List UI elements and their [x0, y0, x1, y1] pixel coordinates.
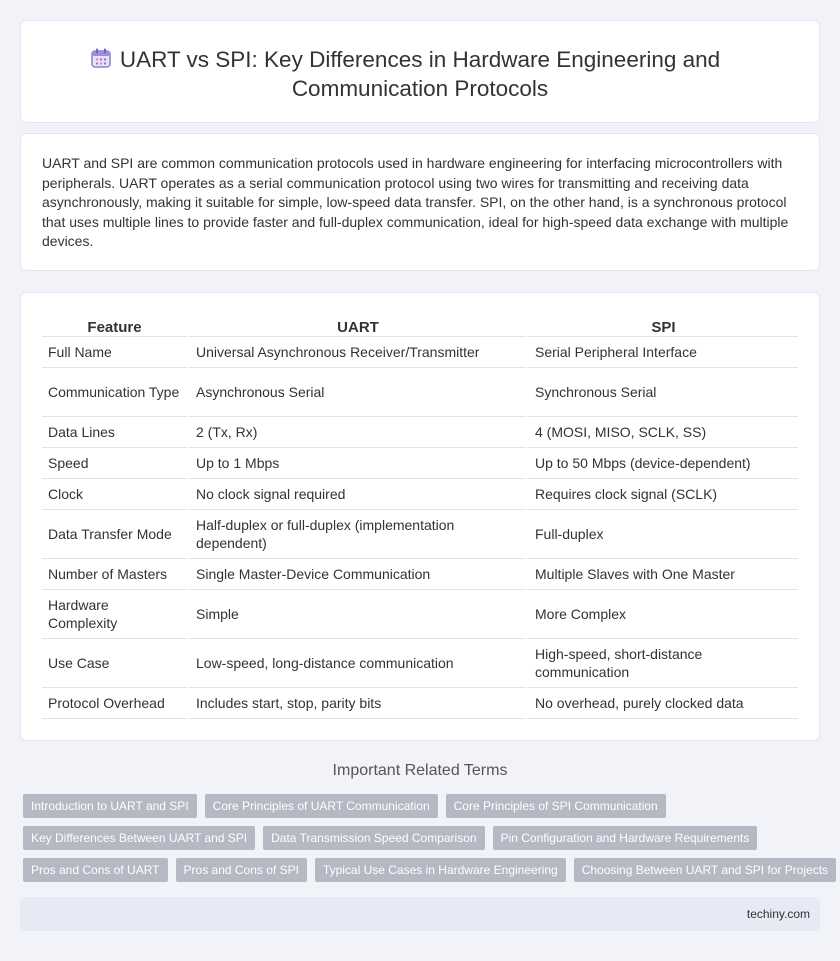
feature-cell: Clock: [42, 479, 187, 510]
footer-site-link[interactable]: techiny.com: [746, 907, 810, 921]
uart-cell: Universal Asynchronous Receiver/Transmitter: [187, 337, 526, 368]
related-term-tag[interactable]: Core Principles of SPI Communication: [446, 794, 666, 818]
feature-cell: Use Case: [42, 639, 187, 688]
table-row: [42, 559, 798, 590]
spi-cell: Full-duplex: [526, 510, 798, 559]
footer: [20, 897, 820, 931]
feature-cell: Number of Masters: [42, 559, 187, 590]
header-feature: Feature: [42, 314, 187, 337]
header-spi: SPI: [526, 314, 798, 337]
feature-cell: Data Transfer Mode: [42, 510, 187, 559]
intro-paragraph: UART and SPI are common communication protocols used in hardware engineering for interfacing microcontrollers with peripherals. UART operates as a serial communication protocol using two wires for transmitting and receiving data asynchronously, making it suitable for simple, low-speed data transfer. SPI, on the other hand, is a synchronous protocol that uses multiple lines to provide faster and full-duplex communication, ideal for high-speed data exchange with multiple devices.: [42, 155, 789, 250]
related-term-tag[interactable]: Pin Configuration and Hardware Requirements: [493, 826, 758, 850]
tag-row: [23, 794, 823, 818]
uart-cell: Asynchronous Serial: [187, 368, 526, 417]
uart-cell: Half-duplex or full-duplex (implementation dependent): [187, 510, 526, 559]
uart-cell: Simple: [187, 590, 526, 639]
spi-cell: 4 (MOSI, MISO, SCLK, SS): [526, 417, 798, 448]
spi-cell: Requires clock signal (SCLK): [526, 479, 798, 510]
table-row: [42, 337, 798, 368]
comparison-card: [20, 292, 820, 741]
related-term-tag[interactable]: Pros and Cons of SPI: [176, 858, 307, 882]
spi-cell: Serial Peripheral Interface: [526, 337, 798, 368]
table-row: [42, 688, 798, 719]
uart-cell: Single Master-Device Communication: [187, 559, 526, 590]
spi-cell: High-speed, short-distance communication: [526, 639, 798, 688]
related-term-tag[interactable]: Data Transmission Speed Comparison: [263, 826, 484, 850]
related-term-tag[interactable]: Choosing Between UART and SPI for Projects: [574, 858, 836, 882]
tag-row: [23, 826, 823, 850]
header-uart: UART: [187, 314, 526, 337]
table-row: [42, 510, 798, 559]
table-row: [42, 417, 798, 448]
uart-cell: 2 (Tx, Rx): [187, 417, 526, 448]
spi-cell: More Complex: [526, 590, 798, 639]
feature-cell: Hardware Complexity: [42, 590, 187, 639]
tag-row: [23, 858, 829, 882]
table-row: [42, 368, 798, 417]
related-term-tag[interactable]: Core Principles of UART Communication: [205, 794, 438, 818]
feature-cell: Protocol Overhead: [42, 688, 187, 719]
intro-card: [20, 133, 820, 271]
spi-cell: Multiple Slaves with One Master: [526, 559, 798, 590]
uart-cell: No clock signal required: [187, 479, 526, 510]
feature-cell: Speed: [42, 448, 187, 479]
related-terms-list: [23, 794, 829, 890]
feature-cell: Data Lines: [42, 417, 187, 448]
related-term-tag[interactable]: Pros and Cons of UART: [23, 858, 168, 882]
uart-cell: Low-speed, long-distance communication: [187, 639, 526, 688]
table-row: [42, 590, 798, 639]
comparison-table: [42, 314, 798, 719]
related-term-tag[interactable]: Introduction to UART and SPI: [23, 794, 197, 818]
related-term-tag[interactable]: Typical Use Cases in Hardware Engineering: [315, 858, 566, 882]
feature-cell: Full Name: [42, 337, 187, 368]
table-row: [42, 639, 798, 688]
table-header-row: [42, 314, 798, 337]
feature-cell: Communication Type: [42, 368, 187, 417]
spi-cell: No overhead, purely clocked data: [526, 688, 798, 719]
uart-cell: Up to 1 Mbps: [187, 448, 526, 479]
title-card: [20, 20, 820, 123]
uart-cell: Includes start, stop, parity bits: [187, 688, 526, 719]
spi-cell: Up to 50 Mbps (device-dependent): [526, 448, 798, 479]
related-term-tag[interactable]: Key Differences Between UART and SPI: [23, 826, 255, 850]
related-terms-heading: Important Related Terms: [332, 762, 508, 779]
page-title: UART vs SPI: Key Differences in Hardware Engineering and Communication Protocols: [119, 47, 721, 101]
table-row: [42, 448, 798, 479]
table-row: [42, 479, 798, 510]
spi-cell: Synchronous Serial: [526, 368, 798, 417]
